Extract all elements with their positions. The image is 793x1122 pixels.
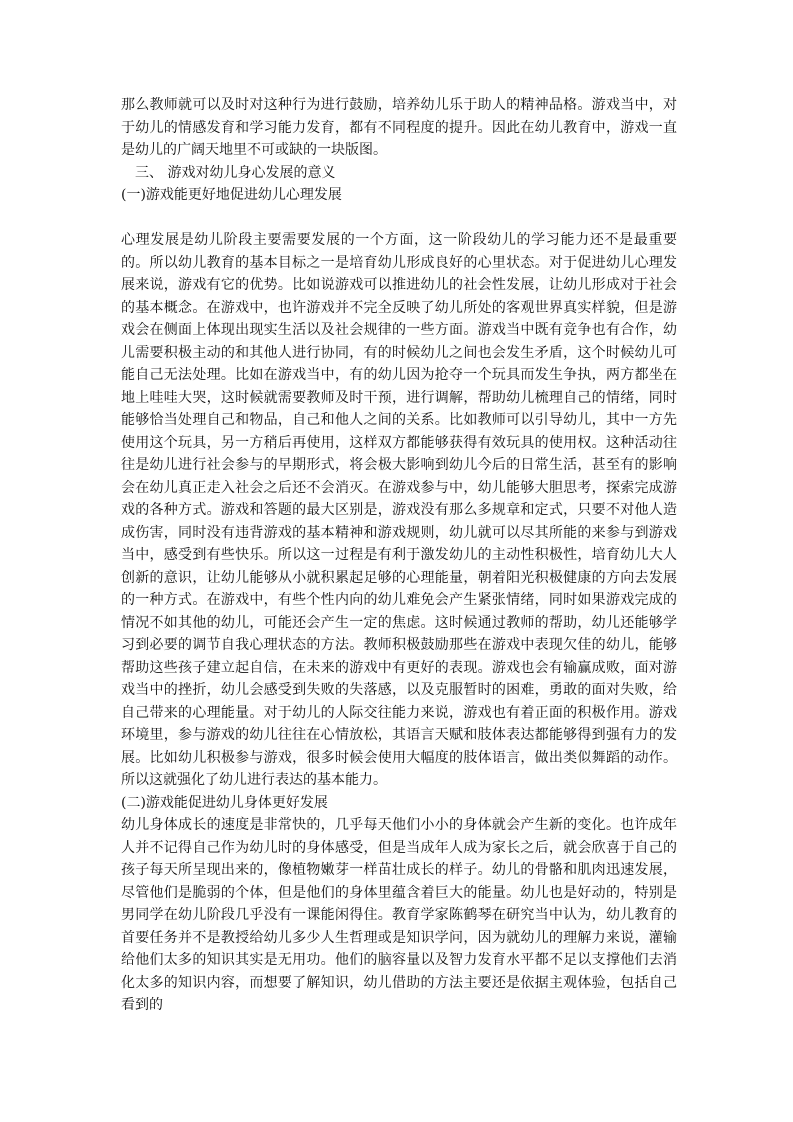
intro-paragraph: 那么教师就可以及时对这种行为进行鼓励，培养幼儿乐于助人的精神品格。游戏当中，对于幼儿的情感发育和学习能力发育，都有不同程度的提升。因此在幼儿教育中，游戏一直是幼儿的广阔天地里不可或缺的一块版图。 [121,97,677,158]
section-heading: 三、 游戏对幼儿身心发展的意义 [135,164,336,181]
subsection-1-paragraph: 心理发展是幼儿阶段主要需要发展的一个方面，这一阶段幼儿的学习能力还不是最重要的。所以幼儿教育的基本目标之一是培育幼儿形成良好的心里状态。对于促进幼儿心理发展来说，游戏有它的优势。比如说游戏可以推进幼儿的社会性发展，让幼儿形成对于社会的基本概念。在游戏中，也许游戏并不完全反映了幼儿所处的客观世界真实样貌，但是游戏会在侧面上体现出现实生活以及社会规律的一些方面。游戏当中既有竞争也有合作，幼儿需要积极主动的和其他人进行协同，有的时候幼儿之间也会发生矛盾，这个时候幼儿可能自己无法处理。比如在游戏当中，有的幼儿因为抢夺一个玩具而发生争执，两方都坐在地上哇哇大哭，这时候就需要教师及时干预，进行调解，帮助幼儿梳理自己的情绪，同时能够恰当处理自己和物品，自己和他人之间的关系。比如教师可以引导幼儿，其中一方先使用这个玩具，另一方稍后再使用，这样双方都能够获得有效玩具的使用权。这种活动往往是幼儿进行社会参与的早期形式，将会极大影响到幼儿今后的日常生活，甚至有的影响会在幼儿真正走入社会之后还不会消灭。在游戏参与中，幼儿能够大胆思考，探索完成游戏的各种方式。游戏和答题的最大区别是，游戏没有那么多规章和定式，只要不对他人造成伤害，同时没有违背游戏的基本精神和游戏规则，幼儿就可以尽其所能的来参与到游戏当中，感受到有些快乐。所以这一过程是有利于激发幼儿的主动性积极性，培育幼儿大人创新的意识，让幼儿能够从小就积累起足够的心理能量，朝着阳光积极健康的方向去发展的一种方式。在游戏中，有些个性内向的幼儿难免会产生紧张情绪，同时如果游戏完成的情况不如其他的幼儿，可能还会产生一定的焦虑。这时候通过教师的帮助，幼儿还能够学习到必要的调节自我心理状态的方法。教师积极鼓励那些在游戏中表现欠佳的幼儿，能够帮助这些孩子建立起自信，在未来的游戏中有更好的表现。游戏也会有输赢成败，面对游戏当中的挫折，幼儿会感受到失败的失落感，以及克服暂时的困难，勇敢的面对失败，给自己带来的心理能量。对于幼儿的人际交往能力来说，游戏也有着正面的积极作用。游戏环境里，参与游戏的幼儿往往在心情放松，其语言天赋和肢体表达都能够得到强有力的发展。比如幼儿积极参与游戏，很多时候会使用大幅度的肢体语言，做出类似舞蹈的动作。所以这就强化了幼儿进行表达的基本能力。 [121,232,677,788]
blank-line [121,207,677,230]
subsection-2-paragraph: 幼儿身体成长的速度是非常快的，几乎每天他们小小的身体就会产生新的变化。也许成年人并不记得自己作为幼儿时的身体感受，但是当成年人成为家长之后，就会欣喜于自己的孩子每天所呈现出来的，像植物嫩芽一样苗壮成长的样子。幼儿的骨骼和肌肉迅速发展，尽管他们是脆弱的个体，但是他们的身体里蕴含着巨大的能量。幼儿也是好动的，特别是男同学在幼儿阶段几乎没有一课能闲得住。教育学家陈鹤琴在研究当中认为，幼儿教育的首要任务并不是教授给幼儿多少人生哲理或是知识学问，因为就幼儿的理解力来说，灌输给他们太多的知识其实是无用功。他们的脑容量以及智力发育水平都不足以支撑他们去消化太多的知识内容，而想要了解知识，幼儿借助的方法主要还是依据主观体验，包括自己看到的 [121,817,677,1013]
document-page [121,94,677,1017]
subsection-2-heading: (二)游戏能促进幼儿身体更好发展 [121,794,328,811]
subsection-1-heading: (一)游戏能更好地促进幼儿心理发展 [121,187,342,203]
